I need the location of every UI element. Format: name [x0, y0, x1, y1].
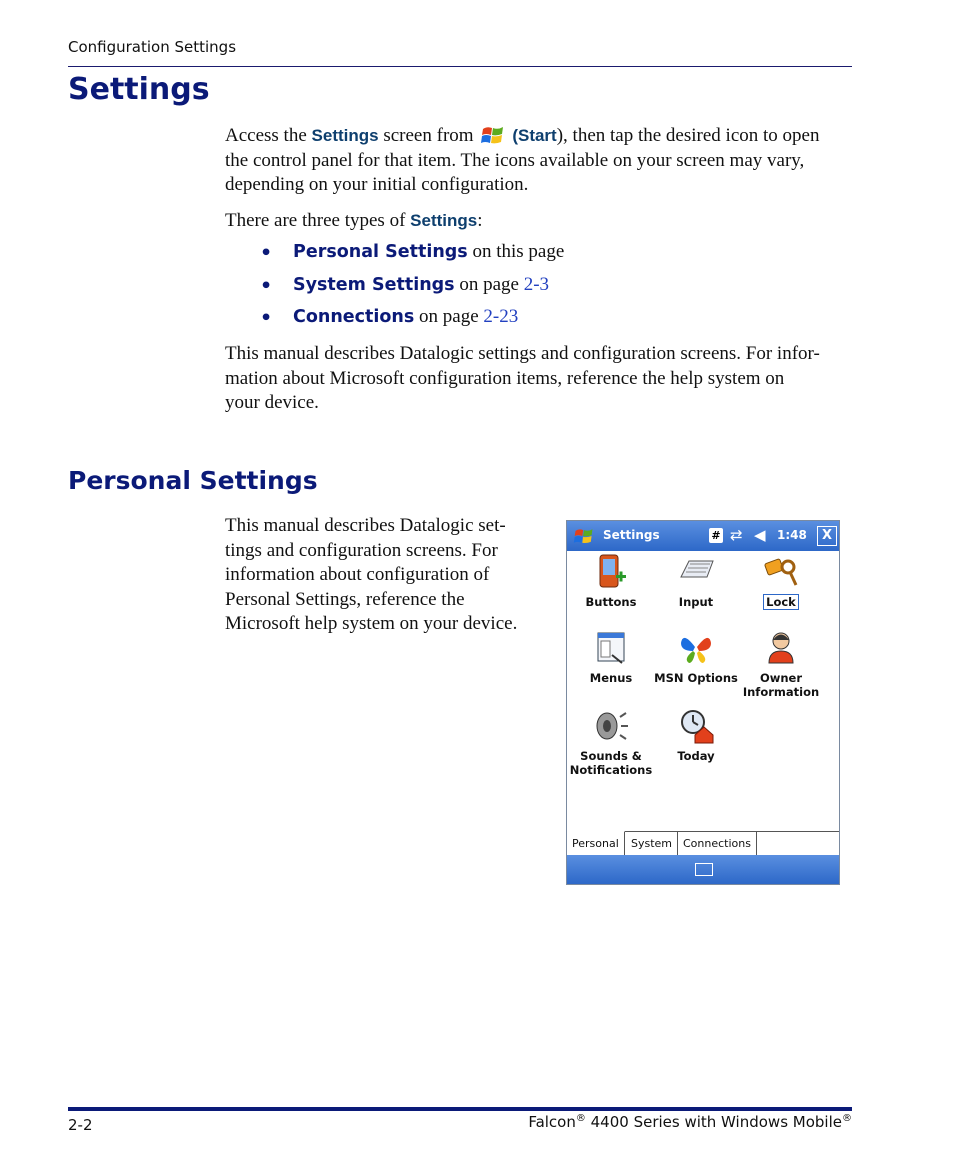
intro-line-3: depending on your initial configuration. [225, 174, 529, 195]
registered-mark: ® [842, 1113, 852, 1124]
para-line: tings and configuration screens. For [225, 539, 498, 561]
msn-options-item[interactable] [654, 629, 738, 685]
owner-information-item[interactable] [739, 629, 823, 699]
windows-start-icon [480, 124, 506, 146]
bullet-bold: System Settings [293, 275, 455, 295]
icon-label: Information [742, 685, 820, 699]
volume-icon[interactable]: ◀ [754, 526, 766, 544]
bullet-bold: Connections [293, 307, 415, 327]
page-link[interactable]: 2-3 [523, 274, 550, 295]
keyboard-toggle-icon[interactable] [695, 863, 713, 876]
bullet-marker: • [260, 242, 273, 264]
menus-icon [592, 629, 630, 667]
hash-icon[interactable]: # [709, 528, 723, 543]
bullet-text: on page [414, 306, 484, 327]
icon-label: MSN Options [654, 671, 738, 685]
header-rule [68, 66, 852, 67]
device-title: Settings [603, 528, 660, 542]
settings-keyword: Settings [311, 126, 379, 145]
bullet-marker: • [260, 307, 273, 329]
bullet-text: on this page [467, 241, 565, 262]
bullet-system [293, 274, 549, 296]
settings-keyword-2: Settings [410, 211, 478, 230]
manual-paragraph [225, 342, 865, 416]
bullet-connections [293, 306, 518, 328]
sounds-notifications-item[interactable] [569, 707, 653, 777]
msn-butterfly-icon [677, 629, 715, 667]
footer-title [528, 1113, 852, 1131]
intro-line-2: the control panel for that item. The icons available on your screen may vary, [225, 149, 805, 171]
section-title: Personal Settings [68, 466, 318, 495]
menus-item[interactable] [569, 629, 653, 685]
page-link[interactable]: 2-23 [483, 306, 519, 327]
icon-label: Owner [759, 671, 803, 685]
para-line: Personal Settings, reference the [225, 588, 465, 610]
intro-text-a: Access the [225, 125, 312, 146]
types-intro [225, 209, 483, 234]
sync-icon[interactable]: ⇄ [730, 526, 743, 544]
start-keyword: (Start [512, 126, 557, 145]
tab-personal[interactable]: Personal [567, 831, 625, 855]
footer-rule [68, 1107, 852, 1111]
keyboard-icon [677, 553, 715, 591]
icon-label: Notifications [569, 763, 653, 777]
registered-mark: ® [575, 1113, 586, 1124]
close-button[interactable]: X [817, 526, 837, 546]
page-number: 2-2 [68, 1116, 93, 1134]
today-icon [677, 707, 715, 745]
bullet-personal [293, 241, 564, 263]
bullet-marker: • [260, 275, 273, 297]
tab-connections[interactable]: Connections [678, 832, 757, 855]
icon-label: Input [678, 595, 714, 609]
intro-text-c: ), then tap the desired icon to open [556, 125, 820, 146]
clock[interactable]: 1:48 [777, 528, 807, 542]
para-line: Microsoft help system on your device. [225, 613, 518, 634]
lock-item[interactable] [739, 553, 823, 609]
para-line: your device. [225, 392, 319, 413]
page-title: Settings [68, 72, 210, 107]
device-bottom-bar [567, 855, 839, 884]
personal-paragraph [225, 514, 545, 637]
product-rest: 4400 Series with Windows Mobile [585, 1113, 842, 1131]
icon-label: Sounds & [580, 749, 642, 763]
para-line: This manual describes Datalogic set- [225, 515, 506, 536]
bullet-bold: Personal Settings [293, 242, 468, 262]
lock-icon [762, 553, 800, 591]
device-screenshot [566, 520, 840, 885]
para-line: mation about Microsoft configuration items, reference the help system on [225, 367, 785, 389]
intro-paragraph [225, 124, 845, 198]
para-line: information about configuration of [225, 564, 490, 585]
buttons-item[interactable] [569, 553, 653, 609]
windows-start-icon[interactable] [573, 525, 595, 547]
icon-label: Menus [589, 671, 633, 685]
tab-system[interactable]: System [626, 832, 678, 855]
icon-label: Lock [763, 594, 799, 610]
device-tab-bar [567, 831, 839, 856]
bullet-text: on page [454, 274, 524, 295]
types-colon: : [477, 210, 483, 231]
running-header: Configuration Settings [68, 38, 237, 56]
product-name: Falcon [528, 1113, 576, 1131]
intro-text-b: screen from [378, 125, 479, 146]
today-item[interactable] [654, 707, 738, 763]
types-text: There are three types of [225, 210, 411, 231]
icon-label: Today [677, 749, 715, 763]
para-line: This manual describes Datalogic settings and configuration screens. For infor- [225, 343, 820, 364]
owner-icon [762, 629, 800, 667]
speaker-icon [592, 707, 630, 745]
device-title-bar [567, 521, 839, 551]
input-item[interactable] [654, 553, 738, 609]
icon-label: Buttons [585, 595, 637, 609]
buttons-icon [594, 553, 628, 591]
